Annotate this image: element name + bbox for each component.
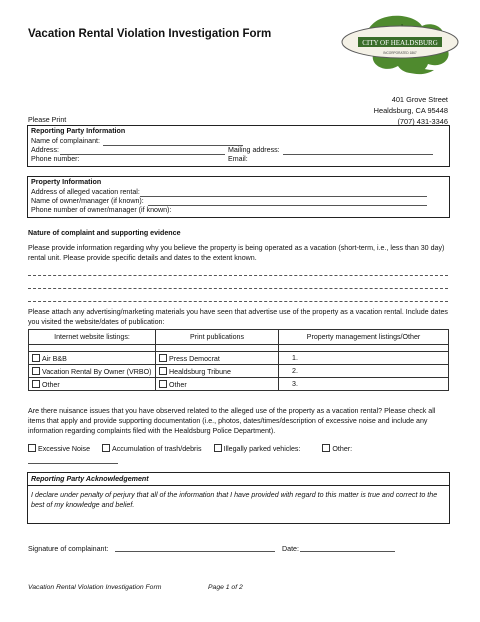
address-phone: (707) 431-3346	[397, 117, 448, 126]
city-logo	[338, 14, 462, 78]
address-field[interactable]	[60, 154, 225, 155]
email-label: Email:	[228, 155, 248, 163]
other-listing[interactable]: 2.	[279, 365, 449, 378]
internet-option[interactable]: Vacation Rental By Owner (VRBO)	[29, 365, 156, 378]
nuisance-option-trash[interactable]: Accumulation of trash/debris	[102, 445, 202, 453]
date-label: Date:	[282, 545, 299, 553]
attach-paragraph: Please attach any advertising/marketing materials you have seen that advertise use of the property as a vacation rental. Include dates you visited the website/dates of publication:	[28, 308, 448, 326]
table-row	[29, 378, 449, 391]
col-header-other: Property management listings/Other	[279, 330, 449, 345]
checkbox-icon[interactable]	[32, 354, 40, 362]
address-block	[374, 94, 448, 127]
nature-paragraph: Please provide information regarding why you believe the property is being operated as a vacation (short-term, i.e., less than 30 day) rental unit. Please provide specific details and dates to the extent known.	[28, 244, 445, 262]
address-line1: 401 Grove Street	[391, 95, 448, 104]
col-header-internet: Internet website listings:	[29, 330, 156, 345]
checkbox-icon[interactable]	[214, 444, 222, 452]
other-listing[interactable]: 1.	[279, 352, 449, 365]
evidence-line-2[interactable]	[28, 288, 448, 289]
table-row	[29, 365, 449, 378]
other-listing[interactable]: 3.	[279, 378, 449, 391]
print-option[interactable]: Healdsburg Tribune	[156, 365, 279, 378]
checkbox-icon[interactable]	[159, 380, 167, 388]
phone-label: Phone number:	[31, 155, 80, 163]
reporting-party-section	[27, 125, 450, 167]
checkbox-icon[interactable]	[28, 444, 36, 452]
signature-label: Signature of complainant:	[28, 545, 109, 553]
checkbox-icon[interactable]	[159, 367, 167, 375]
ack-text: I declare under penalty of perjury that all of the information that I have provided with regard to this matter is true and correct to the best of my knowledge and belief.	[31, 491, 438, 509]
property-section	[27, 176, 450, 218]
address-label: Address:	[31, 146, 59, 154]
checkbox-icon[interactable]	[32, 367, 40, 375]
address-line2: Healdsburg, CA 95448	[373, 106, 448, 115]
ack-heading: Reporting Party Acknowledgement	[31, 475, 149, 483]
mailing-address-field[interactable]	[283, 154, 433, 155]
logo-subtext: INCORPORATED 1867	[383, 51, 417, 55]
nuisance-option-noise[interactable]: Excessive Noise	[28, 445, 90, 453]
checkbox-icon[interactable]	[159, 354, 167, 362]
nuisance-option-other[interactable]: Other:	[322, 445, 352, 453]
footer-title: Vacation Rental Violation Investigation Form	[28, 584, 162, 591]
evidence-line-3[interactable]	[28, 301, 448, 302]
checkbox-icon[interactable]	[32, 380, 40, 388]
internet-option[interactable]: Air B&B	[29, 352, 156, 365]
mailing-address-label: Mailing address:	[228, 146, 280, 154]
please-print: Please Print	[28, 116, 67, 124]
checkbox-icon[interactable]	[102, 444, 110, 452]
internet-option[interactable]: Other	[29, 378, 156, 391]
owner-phone-label: Phone number of owner/manager (if known):	[31, 206, 172, 214]
nuisance-option-parking[interactable]: Illegally parked vehicles:	[214, 445, 301, 453]
property-address-label: Address of alleged vacation rental:	[31, 188, 140, 196]
table-header-row	[29, 330, 449, 345]
col-header-print: Print publications	[156, 330, 279, 345]
logo-text: CITY OF HEALDSBURG	[362, 39, 438, 47]
owner-name-field[interactable]	[148, 205, 427, 206]
footer-page: Page 1 of 2	[208, 584, 243, 591]
complainant-name-field[interactable]	[103, 145, 243, 146]
owner-name-label: Name of owner/manager (if known):	[31, 197, 144, 205]
print-option[interactable]: Other	[156, 378, 279, 391]
print-option[interactable]: Press Democrat	[156, 352, 279, 365]
complainant-name-label: Name of complainant:	[31, 137, 101, 145]
property-address-field[interactable]	[140, 196, 427, 197]
signature-field[interactable]	[115, 551, 275, 552]
evidence-line-1[interactable]	[28, 275, 448, 276]
property-heading: Property Information	[31, 178, 102, 186]
nuisance-options	[28, 444, 458, 454]
nuisance-other-field[interactable]	[28, 463, 118, 464]
checkbox-icon[interactable]	[322, 444, 330, 452]
publication-table	[28, 329, 449, 391]
date-field[interactable]	[300, 551, 395, 552]
acknowledgement-section	[27, 472, 450, 524]
reporting-heading: Reporting Party Information	[31, 127, 126, 135]
form-title: Vacation Rental Violation Investigation Form	[28, 28, 272, 40]
table-row	[29, 352, 449, 365]
nature-heading: Nature of complaint and supporting evidence	[28, 229, 181, 237]
nuisance-paragraph: Are there nuisance issues that you have observed related to the alleged use of the property as a vacation rental? Please check all items that apply and provide supporting documentation (i.e., photos, dates/times/description of excessive noise and include any information regarding complaints filed with the Healdsburg Police Department).	[28, 407, 436, 435]
